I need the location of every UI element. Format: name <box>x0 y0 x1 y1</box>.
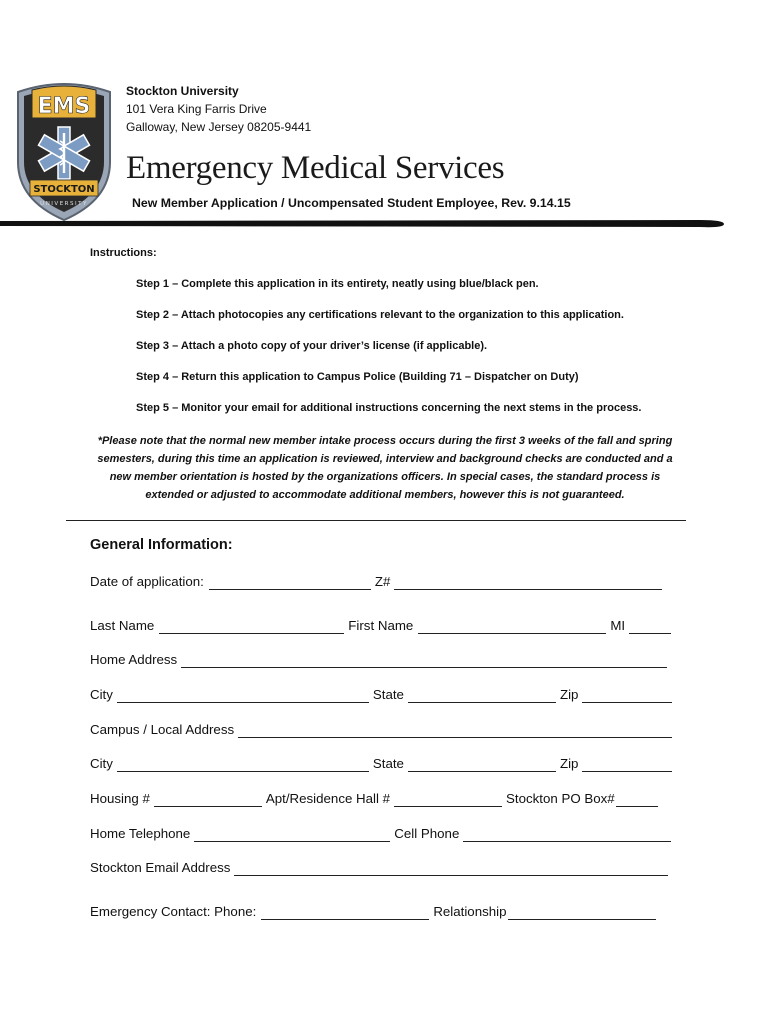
po-box-label: Stockton PO Box# <box>506 791 615 806</box>
date-of-application-field[interactable] <box>209 574 371 590</box>
city-label: City <box>90 687 113 702</box>
date-of-application-label: Date of application: <box>90 574 204 589</box>
stockton-email-field[interactable] <box>234 860 668 876</box>
campus-address-label: Campus / Local Address <box>90 722 235 737</box>
general-information-heading: General Information: <box>90 537 233 553</box>
intake-note-line: new member orientation is hosted by the organizations officers. In special cases, the standard process is <box>109 471 661 483</box>
home-telephone-field[interactable] <box>194 826 390 842</box>
instruction-step: Step 5 – Monitor your email for additional instructions concerning the next stems in the process. <box>136 402 642 414</box>
row-emergency-contact <box>90 900 657 920</box>
apt-residence-hall-field[interactable] <box>394 791 502 807</box>
street-address: 101 Vera King Farris Drive <box>126 102 267 116</box>
intake-note-line: *Please note that the normal new member intake process occurs during the first 3 weeks of the fall and spring <box>97 435 673 447</box>
org-name: Stockton University <box>126 84 239 98</box>
cell-phone-label: Cell Phone <box>394 826 460 841</box>
header-rule <box>0 219 724 228</box>
cell-phone-field[interactable] <box>463 826 671 842</box>
home-address-label: Home Address <box>90 652 178 667</box>
middle-initial-field[interactable] <box>629 618 671 634</box>
first-name-label: First Name <box>348 618 414 633</box>
logo-ring-text: STOCKTON <box>33 184 95 195</box>
row-date-z <box>90 570 663 590</box>
row-campus-city <box>90 752 673 772</box>
intake-note-line: semesters, during this time an application is reviewed, interview and background checks are conducted and a <box>97 453 673 465</box>
relationship-label: Relationship <box>433 904 507 919</box>
relationship-field[interactable] <box>508 904 656 920</box>
row-housing <box>90 787 659 807</box>
zip-label: Zip <box>559 687 579 702</box>
campus-address-field[interactable] <box>238 722 672 738</box>
state-label: State <box>372 756 404 771</box>
last-name-field[interactable] <box>159 618 344 634</box>
housing-number-field[interactable] <box>154 791 262 807</box>
home-zip-field[interactable] <box>582 687 672 703</box>
campus-state-field[interactable] <box>408 756 556 772</box>
emergency-contact-phone-label: Emergency Contact: Phone: <box>90 904 257 919</box>
intake-note-line: extended or adjusted to accommodate additional members, however this is not guaranteed. <box>145 489 625 501</box>
row-phones <box>90 822 672 842</box>
emergency-contact-phone-field[interactable] <box>261 904 429 920</box>
instruction-step: Step 4 – Return this application to Campus Police (Building 71 – Dispatcher on Duty) <box>136 371 579 383</box>
zip-label: Zip <box>559 756 579 771</box>
home-state-field[interactable] <box>408 687 556 703</box>
z-number-label: Z# <box>374 574 391 589</box>
home-telephone-label: Home Telephone <box>90 826 191 841</box>
ems-logo <box>10 78 118 222</box>
page-title: Emergency Medical Services <box>126 150 505 186</box>
po-box-field[interactable] <box>616 791 658 807</box>
row-home-address <box>90 648 668 668</box>
z-number-field[interactable] <box>394 574 662 590</box>
city-state-zip: Galloway, New Jersey 08205-9441 <box>126 120 312 134</box>
last-name-label: Last Name <box>90 618 155 633</box>
campus-city-field[interactable] <box>117 756 369 772</box>
housing-number-label: Housing # <box>90 791 150 806</box>
row-email <box>90 856 669 876</box>
page-subtitle: New Member Application / Uncompensated Student Employee, Rev. 9.14.15 <box>132 196 571 210</box>
logo-badge-text: EMS <box>37 94 91 119</box>
state-label: State <box>372 687 404 702</box>
middle-initial-label: MI <box>610 618 626 633</box>
row-campus-address <box>90 718 673 738</box>
stockton-email-label: Stockton Email Address <box>90 860 231 875</box>
instructions-label: Instructions: <box>90 247 157 259</box>
instruction-step: Step 3 – Attach a photo copy of your driver’s license (if applicable). <box>136 340 488 352</box>
campus-zip-field[interactable] <box>582 756 672 772</box>
logo-ring-subtext: UNIVERSITY <box>40 201 88 207</box>
row-home-city <box>90 683 673 703</box>
instruction-step: Step 1 – Complete this application in its entirety, neatly using blue/black pen. <box>136 278 539 290</box>
apt-residence-hall-label: Apt/Residence Hall # <box>265 791 391 806</box>
home-city-field[interactable] <box>117 687 369 703</box>
home-address-field[interactable] <box>181 652 667 668</box>
section-divider <box>66 520 686 521</box>
intake-note <box>80 432 690 504</box>
row-name <box>90 614 672 634</box>
city-label: City <box>90 756 113 771</box>
first-name-field[interactable] <box>418 618 606 634</box>
instruction-step: Step 2 – Attach photocopies any certifications relevant to the organization to this application. <box>136 309 624 321</box>
